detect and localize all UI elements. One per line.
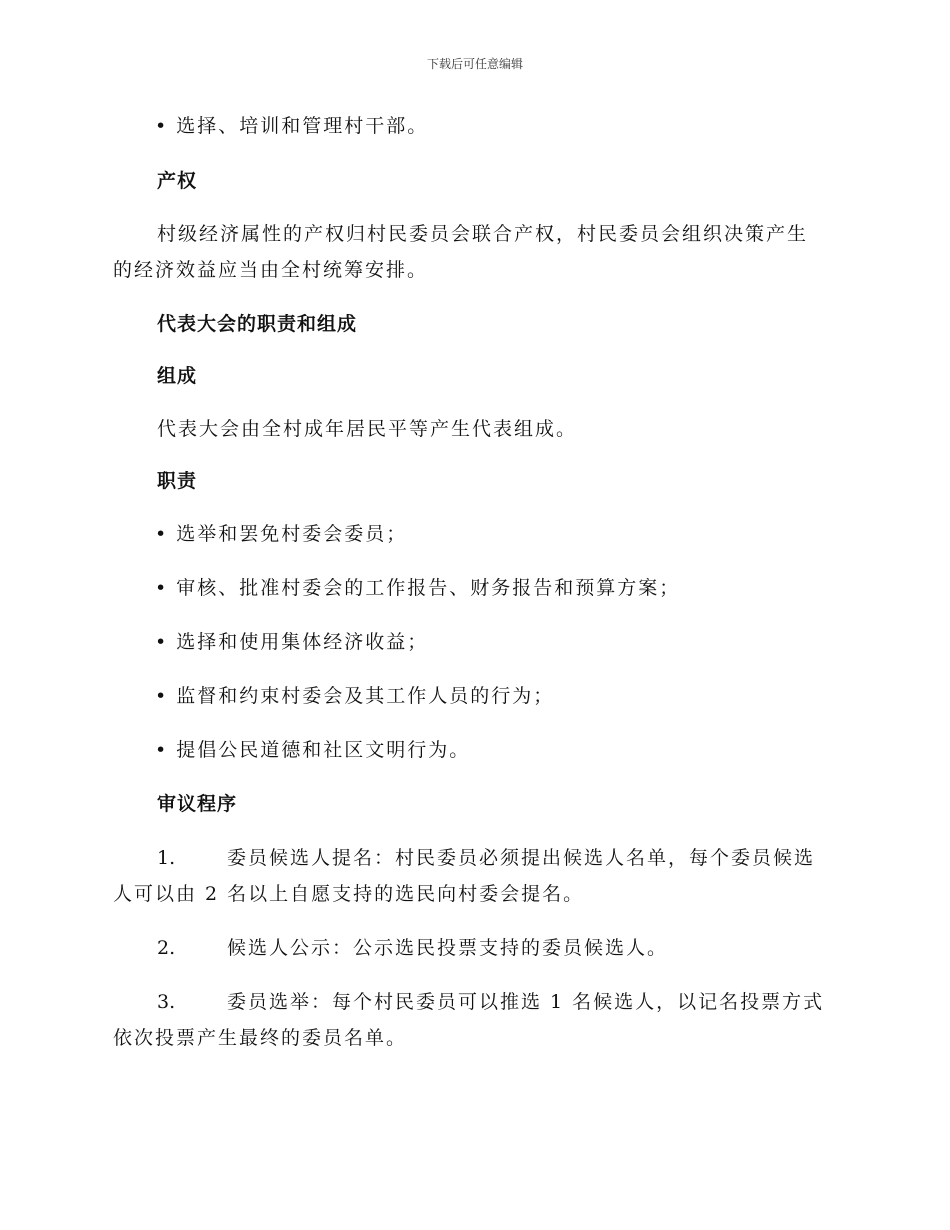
duty-item: • 选择和使用集体经济收益； (155, 631, 429, 653)
step-number: 3. (157, 991, 176, 1013)
procedure-heading: 审议程序 (157, 793, 238, 815)
duties-heading: 职责 (157, 470, 198, 492)
intro-bullet: • 选择、培训和管理村干部。 (155, 115, 429, 137)
composition-heading: 组成 (157, 365, 198, 387)
procedure-step-3-line-2: 依次投票产生最终的委员名单。 (113, 1027, 408, 1049)
step-text: 委员候选人提名：村民委员必须提出候选人名单，每个委员候选 (227, 847, 816, 869)
assembly-heading: 代表大会的职责和组成 (157, 313, 358, 335)
composition-text: 代表大会由全村成年居民平等产生代表组成。 (157, 418, 578, 440)
procedure-step-3-line-1 (157, 990, 824, 1014)
header-note: 下载后可任意编辑 (426, 57, 523, 71)
duty-item: • 审核、批准村委会的工作报告、财务报告和预算方案； (155, 577, 681, 599)
procedure-step-1-line-1 (157, 846, 815, 870)
procedure-step-2-line-1 (157, 936, 668, 960)
step-number: 1. (157, 847, 176, 869)
duty-item: • 监督和约束村委会及其工作人员的行为； (155, 685, 555, 707)
property-paragraph-line-1: 村级经济属性的产权归村民委员会联合产权，村民委员会组织决策产生 (157, 223, 809, 245)
step-text: 候选人公示：公示选民投票支持的委员候选人。 (227, 937, 669, 959)
step-text: 委员选举：每个村民委员可以推选 1 名候选人，以记名投票方式 (227, 991, 825, 1013)
duty-item: • 提倡公民道德和社区文明行为。 (155, 739, 471, 761)
procedure-step-1-line-2: 人可以由 2 名以上自愿支持的选民向村委会提名。 (113, 883, 585, 905)
step-number: 2. (157, 937, 176, 959)
property-heading: 产权 (157, 170, 198, 192)
duty-item: • 选举和罢免村委会委员； (155, 523, 408, 545)
property-paragraph-line-2: 的经济效益应当由全村统筹安排。 (113, 259, 429, 281)
